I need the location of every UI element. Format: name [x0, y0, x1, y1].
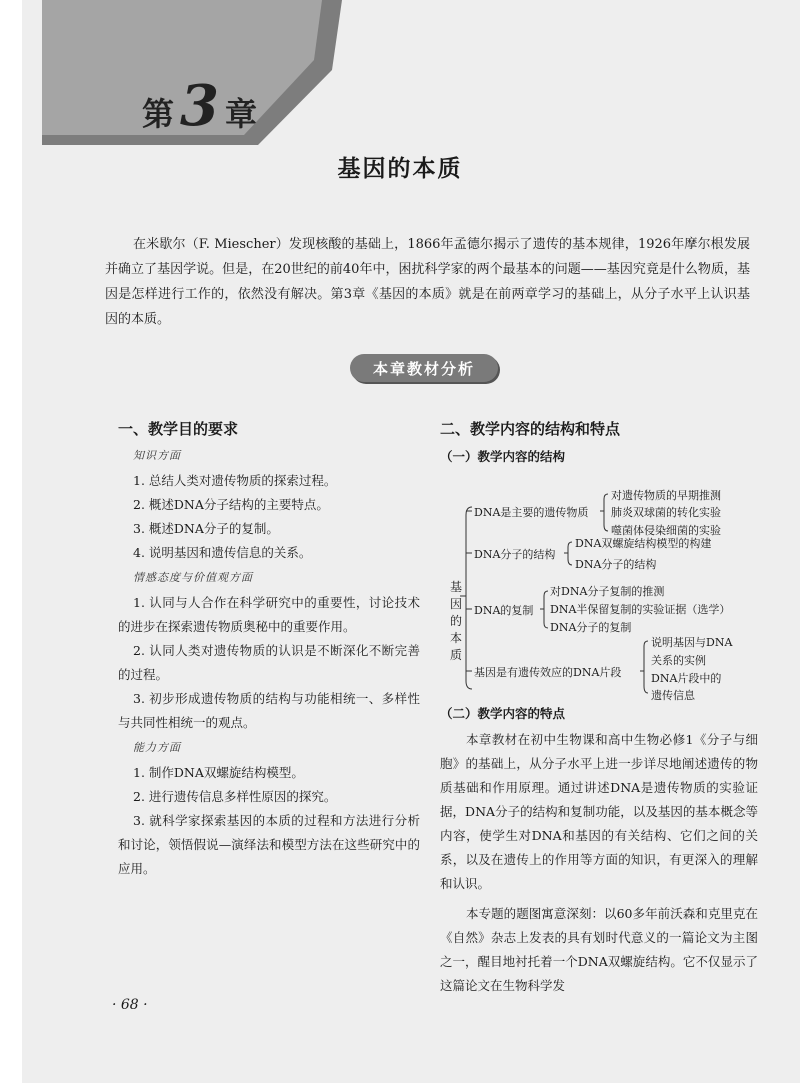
section-banner: 本章教材分析	[350, 354, 498, 382]
attitude-label: 情感态度与价值观方面	[133, 571, 253, 584]
diagram-branch: DNA分子的结构	[474, 548, 556, 561]
chapter-prefix: 第	[142, 95, 177, 133]
objectives-heading: 一、教学目的要求	[118, 420, 239, 438]
diagram-branch: DNA的复制	[474, 604, 534, 617]
b1-brace	[600, 494, 608, 531]
root-brace	[466, 507, 472, 689]
diagram-root: 基因的本质	[450, 580, 463, 662]
diagram-leaf: DNA半保留复制的实验证据（选学）	[550, 603, 731, 616]
chapter-number: 3	[180, 73, 221, 139]
knowledge-item: 2. 概述DNA分子结构的主要特点。	[133, 497, 329, 512]
diagram-branch: DNA是主要的遗传物质	[474, 506, 589, 519]
features-paragraph: 本专题的题图寓意深刻：以60多年前沃森和克里克在《自然》杂志上发表的具有划时代意义的一篇论文为主图之一，醒目地衬托着一个DNA双螺旋结构。它不仅显示了这篇论文在生物科学发	[440, 906, 758, 993]
b3-brace	[540, 591, 548, 628]
attitude-item: 1. 认同与人合作在科学研究中的重要性，讨论技术的进步在探索遗传物质奥秘中的重要作用。	[118, 595, 420, 634]
left-column	[118, 418, 420, 881]
ability-item: 1. 制作DNA双螺旋结构模型。	[133, 765, 304, 780]
chapter-title: 基因的本质	[337, 156, 463, 182]
b2-brace	[564, 542, 572, 565]
structure-heading: 二、教学内容的结构和特点	[440, 420, 621, 438]
diagram-branch: 基因是有遗传效应的DNA片段	[474, 666, 622, 679]
attitude-item: 2. 认同人类对遗传物质的认识是不断深化不断完善的过程。	[118, 643, 420, 682]
knowledge-label: 知识方面	[133, 449, 181, 462]
diagram-leaf: 对DNA分子复制的推测	[550, 585, 665, 598]
chapter-label	[142, 73, 259, 139]
diagram-leaf: DNA双螺旋结构模型的构建	[575, 537, 712, 550]
knowledge-item: 1. 总结人类对遗传物质的探索过程。	[133, 473, 337, 488]
diagram-leaf: 遗传信息	[651, 689, 695, 702]
diagram-leaf: 关系的实例	[651, 654, 706, 667]
diagram-leaf: DNA片段中的	[651, 672, 722, 685]
knowledge-item: 3. 概述DNA分子的复制。	[133, 521, 279, 536]
intro-paragraph: 在米歇尔（F. Miescher）发现核酸的基础上，1866年孟德尔揭示了遗传的基本规律，1926年摩尔根发展并确立了基因学说。但是，在20世纪的前40年中，困扰科学家的两个最基本的问题——基因究竟是什么物质，基因是怎样进行工作的，依然没有解决。第3章《基因的本质》就是在前两章学习的基础上，从分子水平上认识基因的本质。	[105, 237, 750, 327]
diagram-leaf: DNA分子的结构	[575, 558, 657, 571]
b4-brace	[640, 641, 648, 693]
ability-item: 3. 就科学家探索基因的本质的过程和方法进行分析和讨论，领悟假说—演绎法和模型方法在这些研究中的应用。	[118, 813, 420, 876]
features-subheading: （二）教学内容的特点	[440, 706, 566, 721]
chapter-suffix: 章	[224, 95, 259, 133]
diagram-leaf: DNA分子的复制	[550, 621, 632, 634]
page-number: · 68 ·	[112, 997, 148, 1013]
diagram-leaf: 对遗传物质的早期推测	[611, 489, 721, 502]
right-column	[440, 418, 758, 998]
diagram-leaf: 肺炎双球菌的转化实验	[611, 506, 721, 519]
knowledge-item: 4. 说明基因和遗传信息的关系。	[133, 545, 312, 560]
diagram-leaf: 噬菌体侵染细菌的实验	[611, 524, 721, 537]
diagram-leaf: 说明基因与DNA	[651, 636, 733, 649]
attitude-item: 3. 初步形成遗传物质的结构与功能相统一、多样性与共同性相统一的观点。	[118, 691, 420, 730]
content-structure-diagram	[440, 471, 758, 702]
features-paragraph: 本章教材在初中生物课和高中生物必修1《分子与细胞》的基础上，从分子水平上进一步详尽地阐述遗传的物质基础和作用原理。通过讲述DNA是遗传物质的实验证据，DNA分子的结构和复制功能，以及基因的基本概念等内容，使学生对DNA和基因的有关结构、它们之间的关系，以及在遗传上的作用等方面的知识，有更深入的理解和认识。	[440, 732, 758, 891]
ability-item: 2. 进行遗传信息多样性原因的探究。	[133, 789, 337, 804]
ability-label: 能力方面	[133, 741, 181, 754]
structure-subheading: （一）教学内容的结构	[440, 449, 566, 464]
